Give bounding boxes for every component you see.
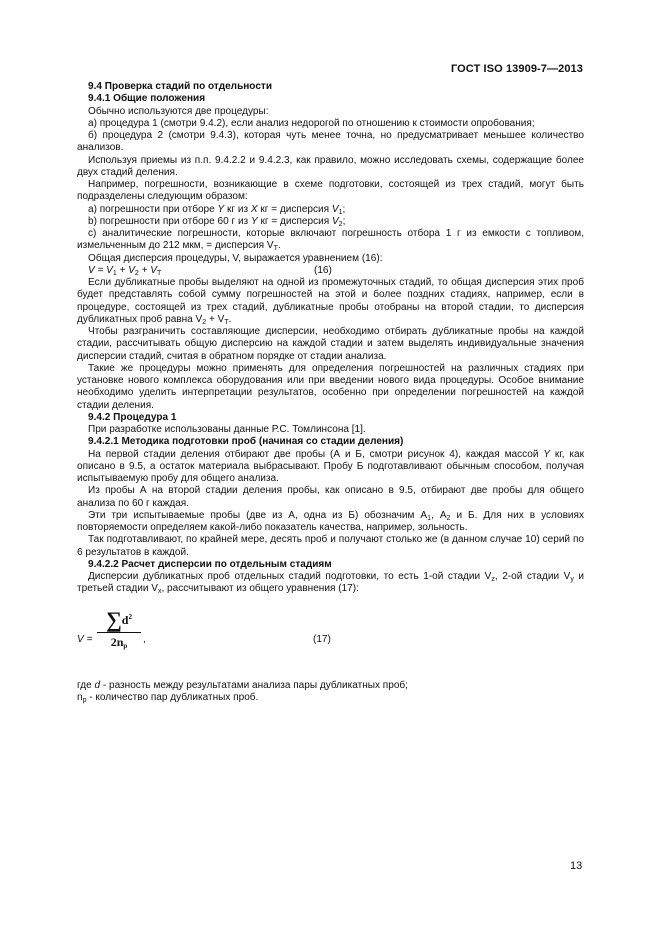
text: а) погрешности при отборе <box>88 203 218 215</box>
var-y: Y <box>217 203 225 215</box>
text: Эти три испытываемые пробы (две из А, одна из Б) обозначим А <box>88 509 428 521</box>
list-item-a: а) процедура 1 (смотри 9.4.2), если анализ недорогой по отношению к стоимости опробования; <box>88 117 535 129</box>
document-code-header: ГОСТ ISO 13909-7—2013 <box>450 63 583 75</box>
subscript: 2 <box>202 318 207 326</box>
text: ; <box>342 215 346 227</box>
where-line-d <box>77 680 584 692</box>
paragraph <box>77 449 584 486</box>
paragraph: Такие же процедуры можно применять для определения погрешностей на различных стадиях при установке нового комплекса оборудования или при введении нового вида процедуры. Особое внимание необходимо уделить интерпретации результатов, особенно при определении погрешностей на каждой стадии деления. <box>77 362 584 411</box>
subscript: 1 <box>427 514 432 522</box>
list-item-a-errors <box>77 204 584 216</box>
text: кг, как описано в 9.5, а остаток материала выбрасывают. Пробу Б подготавливают обычным способом, получая испытываемую пробу для общего анализа. <box>77 448 584 484</box>
subscript: z <box>491 576 495 583</box>
var-y: Y <box>543 448 551 460</box>
text: b) погрешности при отборе 60 г из <box>88 215 251 227</box>
subscript: x <box>157 588 162 596</box>
subscript: 2 <box>134 269 139 277</box>
text: , рассчитывают из общего уравнения (17): <box>161 583 359 595</box>
section-9-4-1-title: 9.4.1 Общие положения <box>88 93 206 105</box>
paragraph: Обычно используются две процедуры: <box>88 105 269 117</box>
text: ; <box>342 203 346 215</box>
eq17-lhs: V = <box>77 633 93 645</box>
var-v: V <box>331 215 339 227</box>
eq17-denominator <box>99 633 139 651</box>
list-item-b-errors <box>77 216 584 228</box>
subscript: 1 <box>112 269 117 277</box>
text: . <box>228 313 232 325</box>
section-9-4-2-title: 9.4.2 Процедура 1 <box>88 411 177 423</box>
eq17-fraction <box>99 608 139 651</box>
text: и третьей стадии V <box>77 571 585 595</box>
paragraph: При разработке использованы данные Р.С. Томлинсона [1]. <box>88 424 366 435</box>
text: 2n <box>110 634 124 649</box>
paragraph: Из пробы А на второй стадии деления пробы, как описано в 9.5, отбирают две пробы для общего анализа по 60 г каждая. <box>77 485 584 509</box>
paragraph <box>77 571 584 596</box>
text: + V <box>206 313 225 325</box>
text: и Б. Для них в условиях повторяемости определяем какой-либо показатель качества, например, зольность. <box>77 509 584 533</box>
subscript: 2 <box>338 220 343 228</box>
eq-text: + V <box>138 264 157 276</box>
section-9-4-2-2-title: 9.4.2.2 Расчет дисперсии по отдельным стадиям <box>88 558 332 570</box>
text: - количество пар дубликатных проб. <box>86 691 259 703</box>
paragraph: Так подготавливают, по крайней мере, десять проб и получают столько же (в данном случае 10) серий по 6 результатов в каждой. <box>77 534 584 558</box>
paragraph <box>77 510 584 535</box>
paragraph: Общая дисперсия процедуры, V, выражается уравнением (16): <box>88 252 383 264</box>
section-9-4-title: 9.4 Проверка стадий по отдельности <box>88 81 272 92</box>
subscript: 2 <box>446 514 451 522</box>
eq-text: V = V <box>88 264 113 276</box>
paragraph <box>77 277 584 326</box>
text: - разность между результатами анализа пары дубликатных проб; <box>100 679 408 691</box>
var-d: d <box>94 679 101 691</box>
var-x: X <box>250 203 258 215</box>
subscript: p <box>123 641 128 650</box>
text: d <box>121 612 129 627</box>
text: , А <box>431 509 447 521</box>
subscript: T <box>224 318 229 326</box>
text: . <box>277 240 281 252</box>
sum-icon: ∑ <box>106 606 122 632</box>
section-9-4-2-1-title: 9.4.2.1 Методика подготовки проб (начиная со стадии деления) <box>88 436 404 448</box>
text: кг = дисперсия <box>257 215 332 227</box>
text: кг = дисперсия <box>257 203 332 215</box>
paragraph: Чтобы разграничить составляющие дисперсии, необходимо отбирать дубликатные пробы на каждой стадии, рассчитывать общую дисперсию на каждой стадии и затем выделять индивидуальные значения дисперсии стадий, считая в обратном порядке от стадии анализа. <box>77 326 584 362</box>
text: , 2-ой стадии V <box>494 571 571 582</box>
equation-number: (16) <box>314 264 332 276</box>
var-v: V <box>331 203 339 215</box>
superscript: 2 <box>128 612 132 621</box>
document-body <box>77 81 584 704</box>
subscript: y <box>570 576 574 583</box>
text: n <box>77 691 83 703</box>
subscript: p <box>82 696 87 704</box>
page-number: 13 <box>570 860 583 872</box>
text: где <box>77 679 95 691</box>
subscript: T <box>273 245 278 253</box>
eq17-numerator <box>99 608 139 632</box>
list-item-c-errors <box>77 228 584 253</box>
list-item-b: б) процедура 2 (смотри 9.4.3), которая чуть менее точна, но предусматривает меньшее количество анализов. <box>77 130 584 154</box>
text: кг из <box>224 203 251 215</box>
text: Дисперсии дубликатных проб отдельных стадий подготовки, то есть 1-ой стадии V <box>88 571 492 582</box>
subscript: 1 <box>338 208 343 216</box>
text: Если дубликатные пробы выделяют на одной из промежуточных стадий, то общая дисперсия этих проб будет представлять собой сумму погрешностей на этой и более поздних стадиях, например, если в процедуре, состоящей из трех стадий, дубликатные пробы отобраны на второй стадии, то дисперсия дубликатных проб равна V <box>77 277 584 325</box>
paragraph: Например, погрешности, возникающие в схеме подготовки, состоящей из трех стадий, могут быть подразделены следующим образом: <box>77 179 584 203</box>
text: На первой стадии деления отбирают две пробы (А и Б, смотри рисунок 4), каждая массой <box>88 448 544 460</box>
subscript: T <box>156 269 162 277</box>
equation-16 <box>77 265 584 277</box>
eq-text: + V <box>116 264 135 276</box>
where-line-np <box>77 692 584 704</box>
text: с) аналитические погрешности, которые включают погрешность отбора 1 г из емкости с топливом, измельченным до 212 мкм, = дисперсия V <box>77 228 584 252</box>
equation-17 <box>77 608 584 672</box>
paragraph: Используя приемы из п.п. 9.4.2.2 и 9.4.2.3, как правило, можно исследовать схемы, содержащие более двух стадий деления. <box>77 154 584 178</box>
equation-number: (17) <box>313 633 331 645</box>
eq17-comma: , <box>143 633 146 645</box>
var-y: Y <box>250 215 258 227</box>
